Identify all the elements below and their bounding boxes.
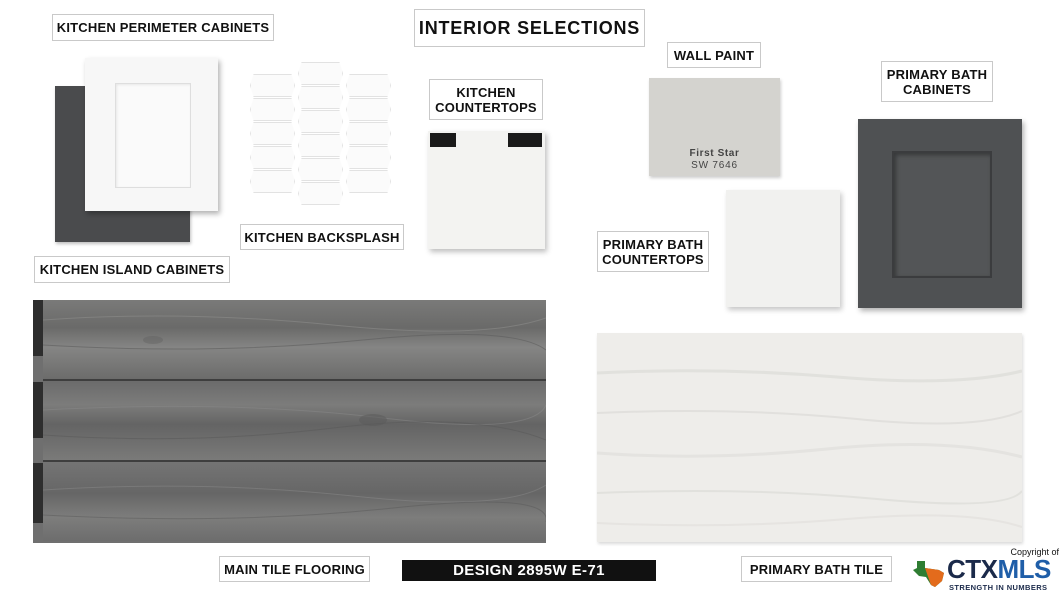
stone-vein-texture [597, 333, 1022, 542]
primary-bath-countertop-swatch [726, 190, 840, 307]
sample-tag [430, 133, 456, 147]
kitchen-backsplash-label: KITCHEN BACKSPLASH [240, 224, 404, 250]
primary-bath-cabinets-label-line1: PRIMARY BATH [886, 66, 988, 82]
logo-copyright: Copyright of [1010, 547, 1059, 557]
kitchen-backsplash-swatch [250, 62, 393, 214]
primary-bath-countertops-label-line2: COUNTERTOPS [602, 251, 704, 267]
kitchen-countertops-label [429, 79, 543, 120]
cabinet-door-panel [115, 83, 191, 188]
wall-paint-chip [649, 78, 780, 176]
wood-grain-texture [33, 300, 546, 543]
primary-bath-countertops-label-line1: PRIMARY BATH [602, 236, 704, 252]
logo-ctx: CTX [947, 554, 998, 584]
paint-code: SW 7646 [691, 160, 738, 171]
design-banner: DESIGN 2895W E-71 [402, 560, 656, 581]
logo-wordmark [947, 554, 1051, 585]
kitchen-countertops-label-line1: KITCHEN [456, 84, 516, 100]
cabinet-door-panel [892, 151, 992, 278]
kitchen-perimeter-cabinet-swatch [85, 58, 218, 211]
logo-tagline: STRENGTH IN NUMBERS [949, 583, 1048, 592]
primary-bath-cabinet-swatch [858, 119, 1022, 308]
kitchen-perimeter-cabinets-label: KITCHEN PERIMETER CABINETS [52, 14, 274, 41]
ctxmls-logo [911, 547, 1059, 595]
sample-tag [508, 133, 542, 147]
primary-bath-cabinets-label [881, 61, 993, 102]
kitchen-island-cabinets-label: KITCHEN ISLAND CABINETS [34, 256, 230, 283]
kitchen-countertop-swatch [428, 131, 545, 249]
paint-name: First Star [689, 148, 740, 159]
wall-paint-label: WALL PAINT [667, 42, 761, 68]
texas-map-icon [911, 559, 947, 589]
main-tile-flooring-label: MAIN TILE FLOORING [219, 556, 370, 582]
main-tile-flooring-swatch [33, 300, 546, 543]
primary-bath-countertops-label [597, 231, 709, 272]
primary-bath-tile-swatch [597, 333, 1022, 542]
primary-bath-tile-label: PRIMARY BATH TILE [741, 556, 892, 582]
primary-bath-cabinets-label-line2: CABINETS [902, 81, 972, 97]
logo-mls: MLS [997, 554, 1051, 584]
page-title: INTERIOR SELECTIONS [414, 9, 645, 47]
kitchen-countertops-label-line2: COUNTERTOPS [435, 99, 537, 115]
